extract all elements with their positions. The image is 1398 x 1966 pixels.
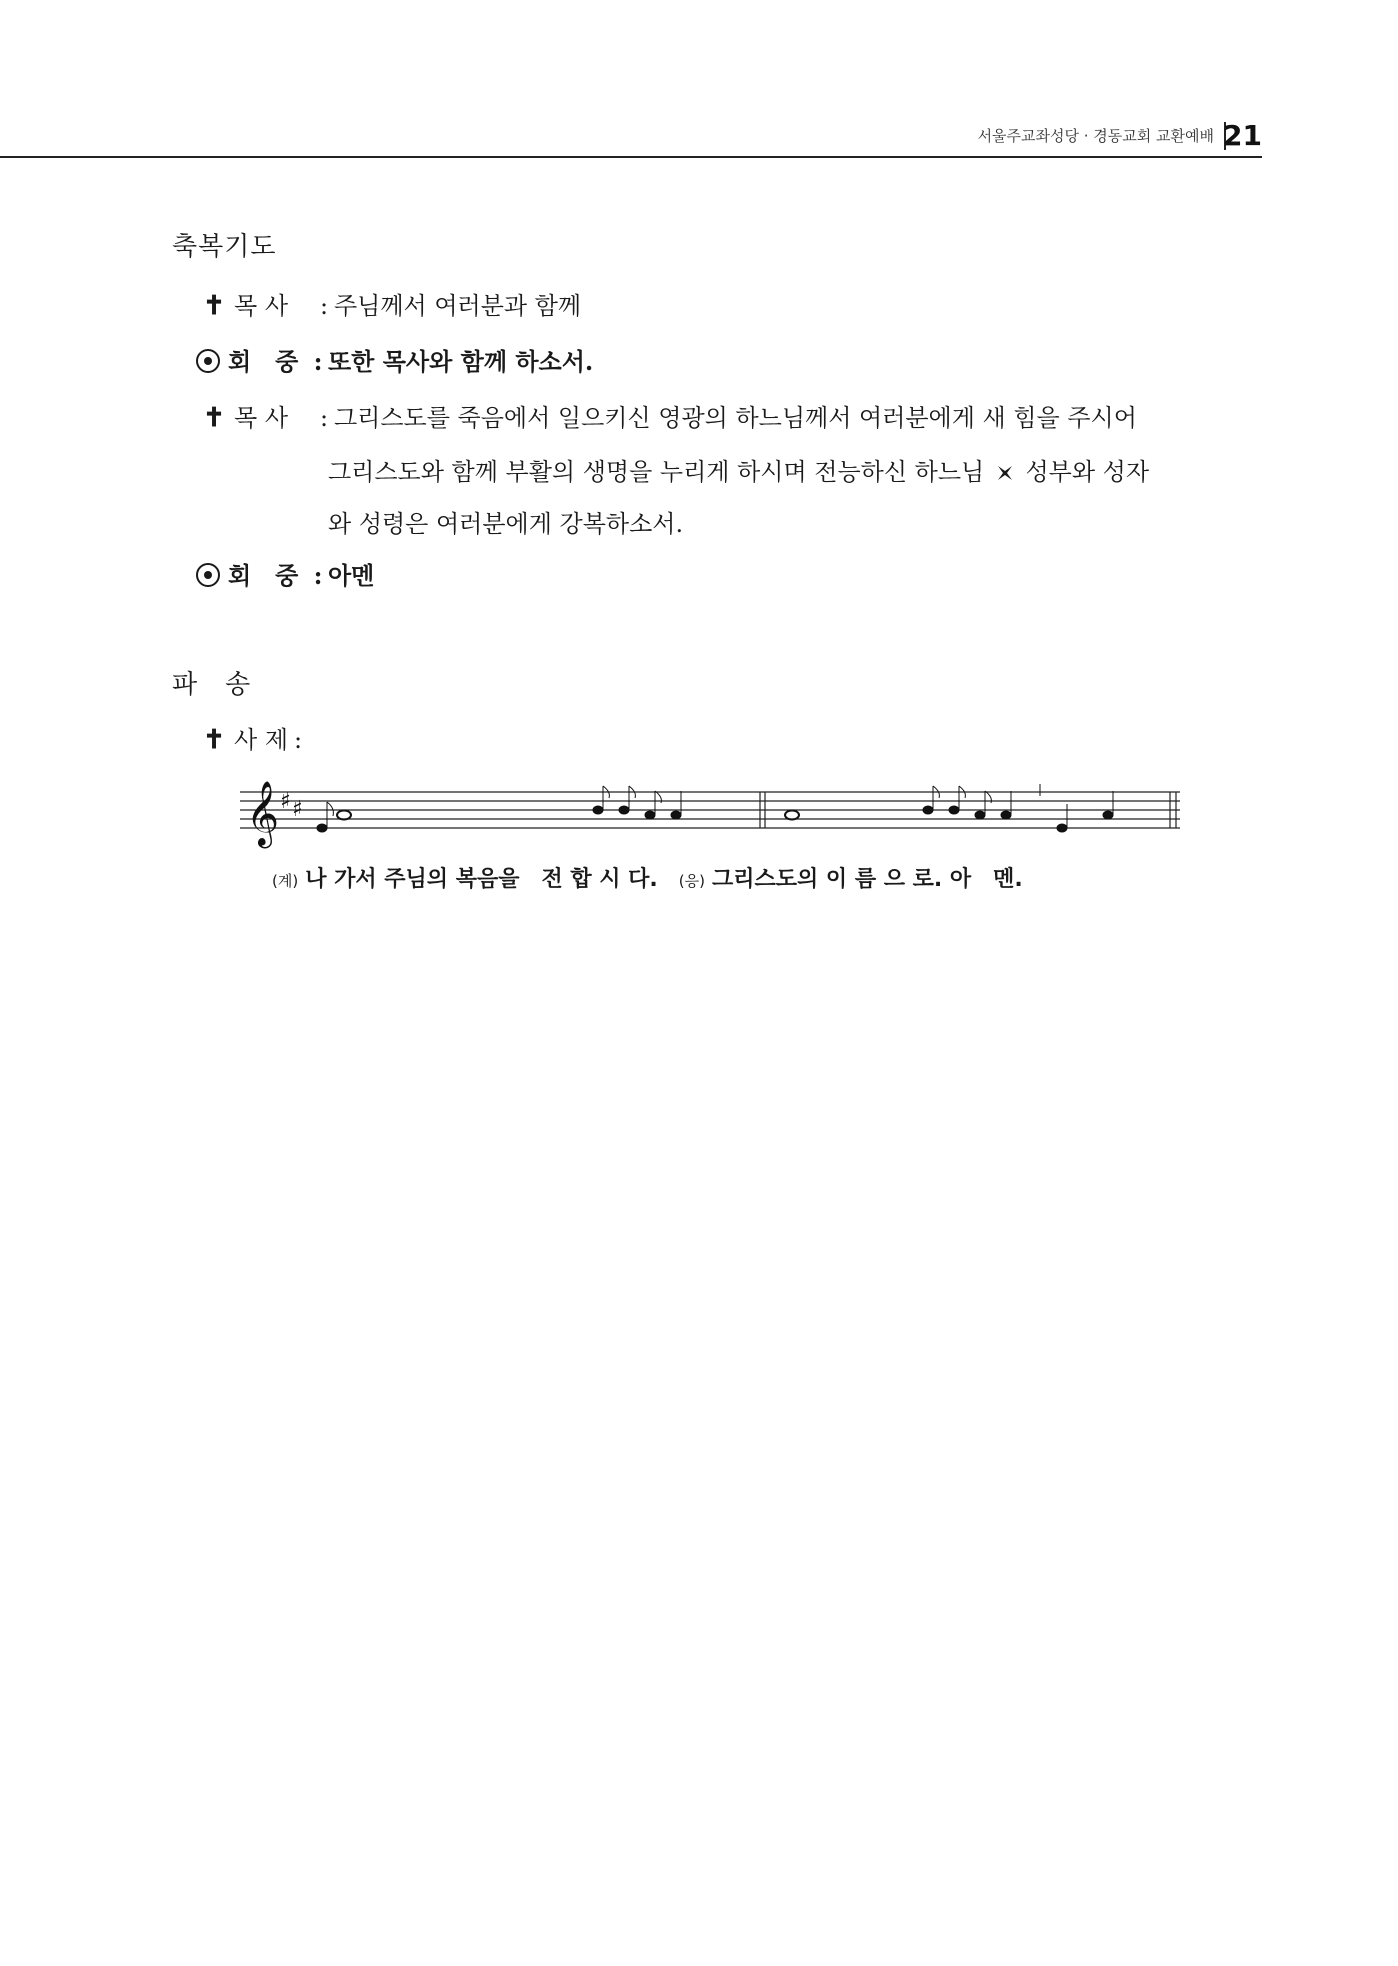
blessing-line-2 [196, 342, 593, 377]
circle-dot-icon [196, 346, 220, 376]
colon: : [319, 292, 329, 320]
colon: : [313, 561, 323, 590]
page-number: 21 [1223, 119, 1262, 152]
blessing-continuation-1 [328, 452, 1149, 487]
line-text: 아멘 [328, 561, 375, 590]
blessing-continuation-2: 와 성령은 여러분에게 강복하소서. [328, 510, 684, 538]
people-tag: (응) [678, 872, 705, 890]
colon: : [319, 404, 329, 432]
line-text: 그리스도를 죽음에서 일으키신 영광의 하느님께서 여러분에게 새 힘을 주시어 [334, 404, 1137, 432]
cross-icon: ✝ [203, 291, 225, 321]
svg-text:𝄞: 𝄞 [246, 781, 280, 846]
chant-lyrics [272, 862, 1023, 893]
music-staff [240, 770, 1200, 860]
role-label: 회 중 [228, 561, 299, 590]
line-text: 또한 목사와 함께 하소서. [328, 347, 594, 376]
continuation-text-b: 성부와 성자 [1025, 458, 1150, 486]
running-title: 서울주교좌성당 · 경동교회 교환예배 [977, 127, 1214, 145]
colon: : [313, 347, 323, 376]
continuation-text-a: 그리스도와 함께 부활의 생명을 누리게 하시며 전능하신 하느님 [328, 458, 985, 486]
people-lyrics: 그리스도의 이 름 으 로. 아 멘. [711, 867, 1023, 892]
cross-icon: ✝ [203, 403, 225, 433]
priest-lyrics: 나 가서 주님의 복음을 전 합 시 다. [305, 867, 658, 892]
svg-text:♯: ♯ [292, 797, 303, 822]
role-label: 사 제 [234, 726, 288, 754]
blessing-line-1 [202, 286, 581, 321]
colon: : [293, 726, 303, 754]
section-title-dismissal: 파 송 [172, 670, 252, 700]
svg-text:♯: ♯ [280, 789, 291, 814]
line-text: 주님께서 여러분과 함께 [334, 292, 582, 320]
role-label: 회 중 [228, 347, 299, 376]
circle-dot-icon [196, 560, 220, 590]
cross-icon: ✝ [203, 725, 225, 755]
blessing-line-3 [202, 398, 1137, 433]
priest-tag: (계) [272, 872, 299, 890]
section-title-blessing: 축복기도 [172, 232, 277, 262]
dismissal-line [202, 720, 308, 755]
running-header [0, 108, 1262, 158]
role-label: 목 사 [234, 404, 288, 432]
blessing-line-4 [196, 556, 374, 591]
role-label: 목 사 [234, 292, 288, 320]
maltese-cross-icon [996, 464, 1014, 482]
